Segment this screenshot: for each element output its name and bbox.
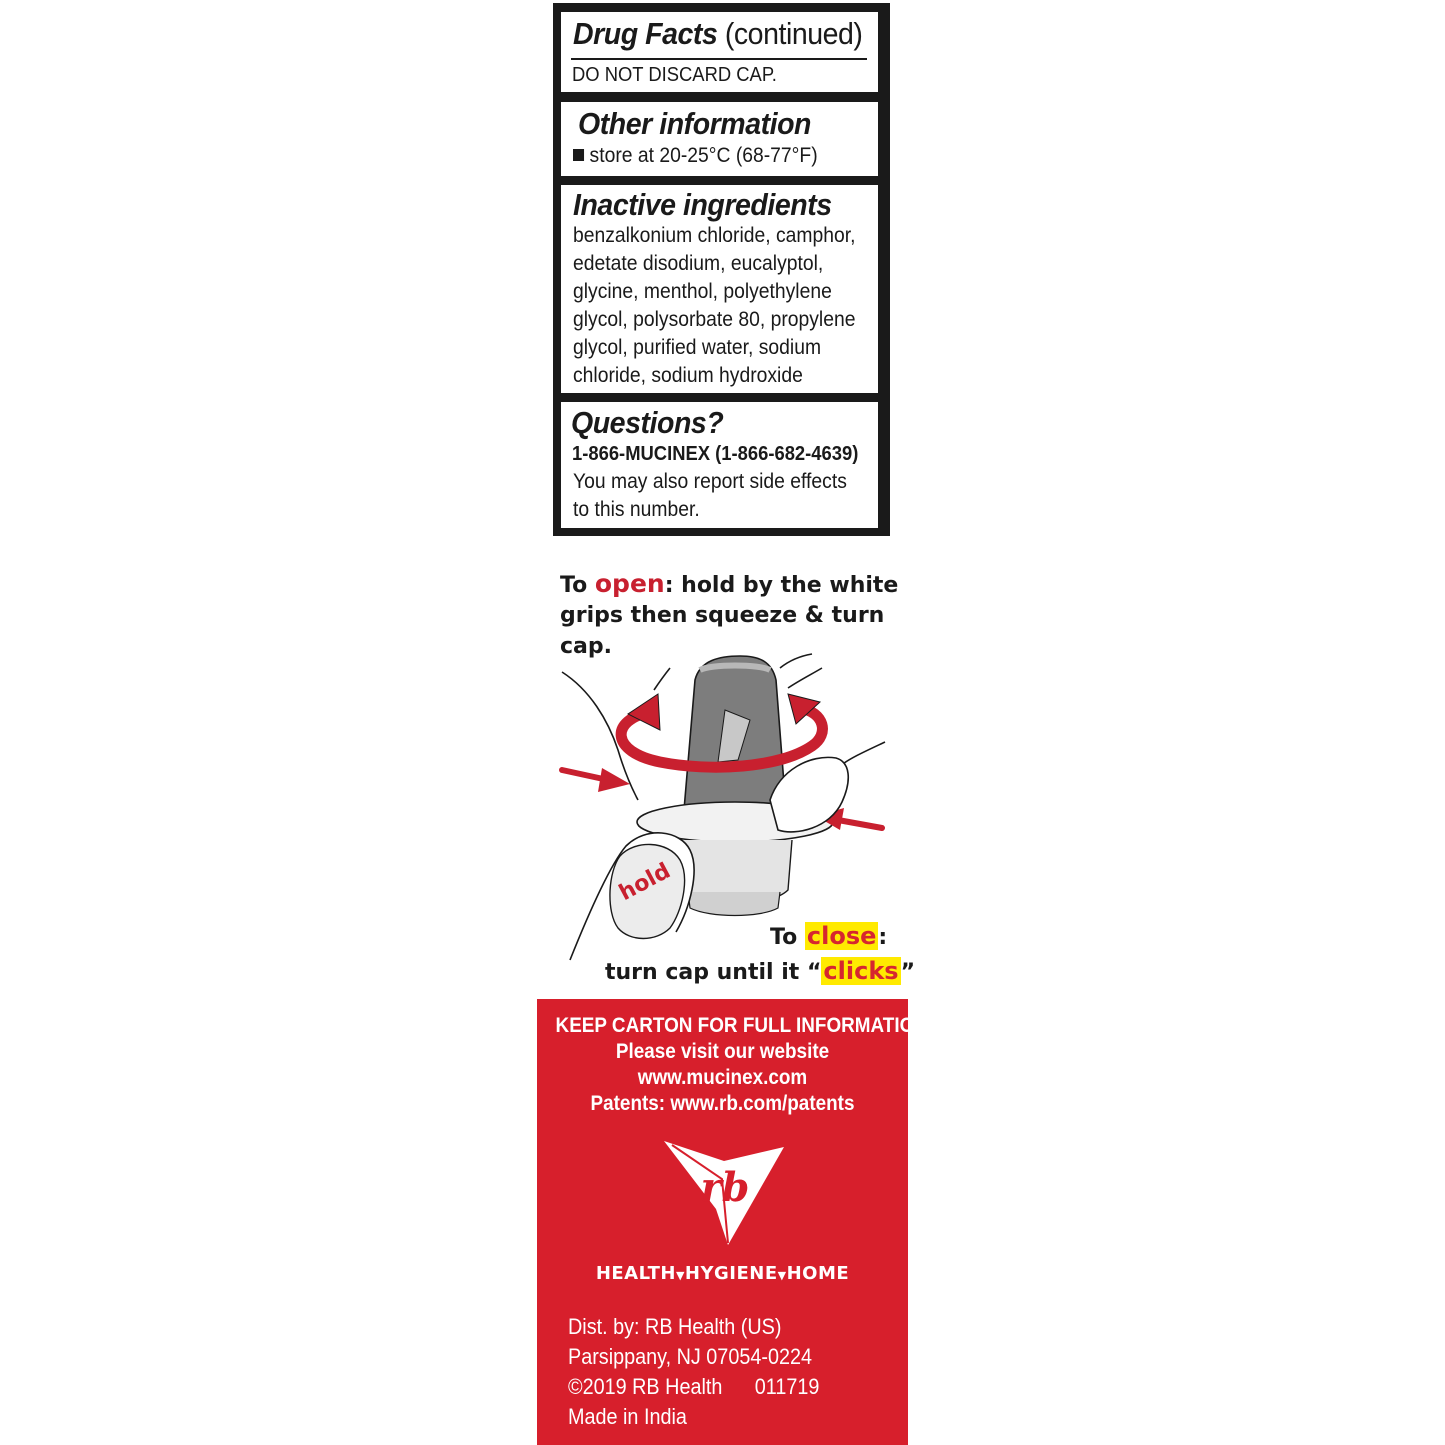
close-instruction-line (605, 956, 915, 988)
drug-facts-panel (553, 3, 890, 536)
made-in-line: Made in India (568, 1404, 687, 1429)
ingredients-line: glycol, purified water, sodium (573, 336, 822, 359)
hold-label: hold (615, 858, 675, 906)
brand-tagline (537, 1263, 908, 1284)
open-line-rest: : hold by the white (664, 573, 899, 598)
storage-line (573, 142, 818, 170)
close-line2-prefix: turn cap until it “ (605, 960, 822, 985)
close-line2-suffix: ” (900, 960, 916, 985)
ingredients-line: benzalkonium chloride, camphor, (573, 224, 856, 247)
ingredients-line: glycine, menthol, polyethylene (573, 280, 832, 303)
copyright-text: ©2019 RB Health (568, 1374, 723, 1399)
rb-logo-text: rb (700, 1164, 750, 1211)
website-link[interactable]: www.mucinex.com (637, 1066, 808, 1089)
close-instruction-line (770, 921, 887, 953)
other-information-heading: Other information (578, 106, 812, 141)
questions-phone: 1-866-MUCINEX (1-866-682-4639) (572, 443, 859, 465)
questions-note-line: You may also report side effects (573, 470, 847, 493)
questions-note-line: to this number. (573, 498, 700, 521)
inactive-ingredients-box (561, 185, 878, 393)
tagline-hygiene: HYGIENE (684, 1263, 778, 1284)
header-rule (571, 58, 867, 60)
ingredients-line: edetate disodium, eucalyptol, (573, 252, 824, 275)
clicks-keyword: clicks (823, 957, 899, 985)
keep-carton-note: KEEP CARTON FOR FULL INFORMATION. (555, 1014, 934, 1037)
discard-cap-note: DO NOT DISCARD CAP. (572, 64, 777, 86)
questions-heading: Questions? (571, 405, 724, 440)
visit-website-note: Please visit our website (615, 1040, 830, 1063)
storage-text: store at 20-25°C (68-77°F) (589, 144, 818, 167)
questions-box (561, 402, 878, 528)
ingredients-line: glycol, polysorbate 80, propylene (573, 308, 856, 331)
close-prefix: To (770, 925, 798, 950)
rb-logo (662, 1139, 787, 1249)
drug-facts-header-box (561, 12, 878, 92)
open-instruction-line: cap. (560, 634, 612, 659)
bullet-square-icon (573, 149, 584, 161)
open-keyword: open (594, 569, 665, 598)
product-code: 011719 (754, 1374, 820, 1399)
triangle-down-icon: ▼ (777, 1269, 787, 1282)
triangle-down-icon: ▼ (675, 1269, 685, 1282)
drug-facts-title-text: Drug Facts (573, 16, 718, 51)
open-instruction-line (560, 568, 898, 601)
tagline-health: HEALTH (595, 1263, 676, 1284)
drug-facts-title (573, 17, 862, 51)
copyright-line (568, 1372, 819, 1402)
close-keyword: close (806, 922, 877, 950)
other-information-box (561, 102, 878, 176)
carton-info-panel (537, 999, 934, 1445)
inactive-ingredients-heading: Inactive ingredients (573, 187, 832, 222)
close-colon: : (878, 925, 888, 950)
drug-facts-continued-text: (continued) (724, 16, 863, 51)
distributor-line: Dist. by: RB Health (US) (568, 1314, 782, 1339)
tagline-home: HOME (786, 1263, 850, 1284)
open-prefix: To (560, 573, 588, 598)
open-instruction-line: grips then squeeze & turn (560, 603, 885, 628)
patents-link[interactable]: Patents: www.rb.com/patents (590, 1092, 855, 1115)
ingredients-line: chloride, sodium hydroxide (573, 364, 803, 387)
distributor-address: Parsippany, NJ 07054-0224 (568, 1344, 812, 1369)
